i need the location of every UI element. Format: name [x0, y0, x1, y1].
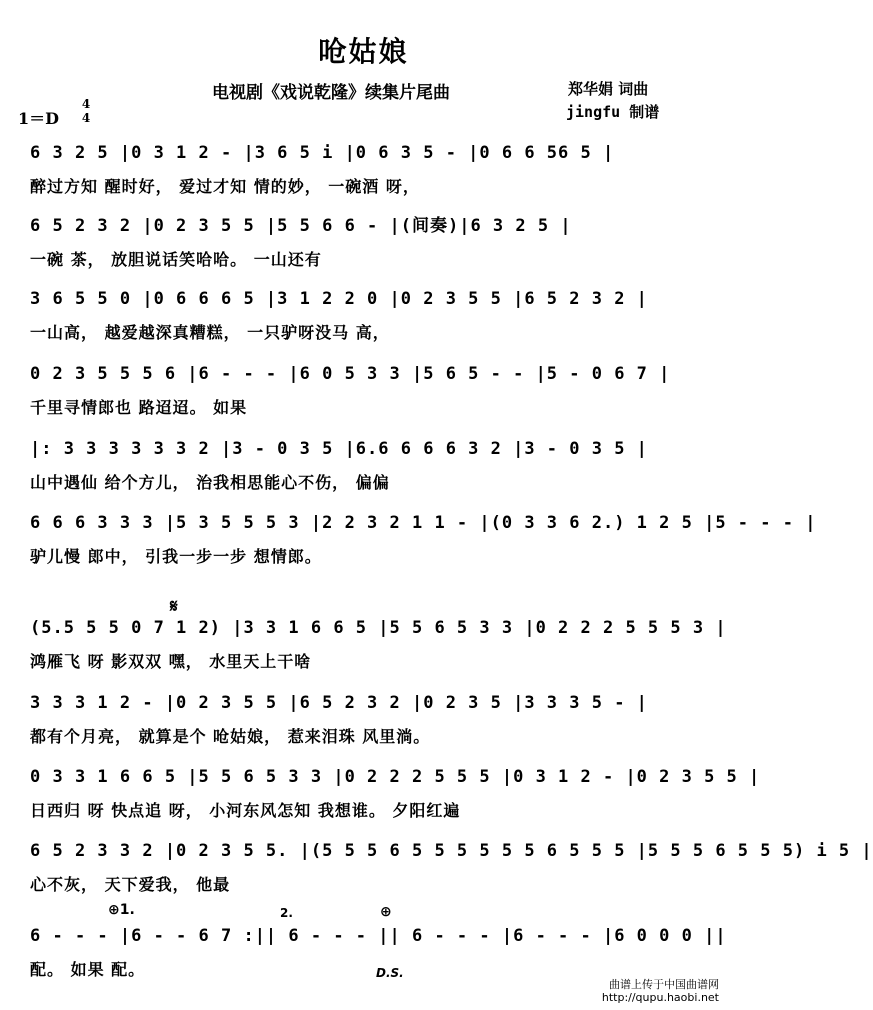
lyrics-line: 一山高， 越爱越深真糟糕， 一只驴呀没马 高， [30, 323, 390, 342]
lyrics-line: 日西归 呀 快点追 呀， 小河东风怎知 我想谁。 夕阳红遍 [30, 801, 461, 820]
time-bottom: 4 [81, 111, 91, 125]
notation-line: 3 3 3 1 2 - |0 2 3 5 5 |6 5 2 3 2 |0 2 3 5 |3 3 3 5 - | [30, 693, 648, 713]
segno-mark: 𝄋 [170, 596, 178, 617]
notation-line: (5.5 5 5 0 7 1 2) |3 3 1 6 6 5 |5 5 6 5 3 3 |0 2 2 2 5 5 5 3 | [30, 618, 727, 638]
notation-line: 6 5 2 3 3 2 |0 2 3 5 5. |(5 5 5 6 5 5 5 5 5 5 6 5 5 5 |5 5 5 6 5 5 5) i 5 | [30, 841, 873, 861]
notation-line: 6 6 6 3 3 3 |5 3 5 5 5 3 |2 2 3 2 1 1 - |(0 3 3 6 2.) 1 2 5 |5 - - - | [30, 513, 817, 533]
volta-2: 2. [280, 906, 293, 920]
notation-line: 0 3 3 1 6 6 5 |5 5 6 5 3 3 |0 2 2 2 5 5 5 |0 3 1 2 - |0 2 3 5 5 | [30, 767, 761, 787]
subtitle: 电视剧《戏说乾隆》续集片尾曲 [212, 83, 450, 103]
footer-line-1: 曲谱上传于中国曲谱网 [609, 978, 719, 991]
key-signature: 1＝D [18, 109, 60, 128]
notation-line: 6 3 2 5 |0 3 1 2 - |3 6 5 i |0 6 3 5 - |0 6 6 56 5 | [30, 143, 615, 163]
notation-line: 6 5 2 3 2 |0 2 3 5 5 |5 5 6 6 - |(间奏)|6 3 2 5 | [30, 216, 572, 236]
lyrics-line: 山中遇仙 给个方儿， 治我相思能心不伤， 偏偏 [30, 473, 390, 492]
lyrics-line: 都有个月亮， 就算是个 呛姑娘， 惹来泪珠 风里淌。 [30, 727, 431, 746]
notation-line: 3 6 5 5 0 |0 6 6 6 5 |3 1 2 2 0 |0 2 3 5 5 |6 5 2 3 2 | [30, 289, 648, 309]
lyrics-line: 鸿雁飞 呀 影双双 嘿， 水里天上干啥 [30, 652, 312, 671]
ds-mark: D.S. [376, 966, 404, 980]
lyrics-line: 千里寻情郎也 路迢迢。 如果 [30, 398, 248, 417]
notation-line: 6 - - - |6 - - 6 7 :|| 6 - - - || 6 - - - |6 - - - |6 0 0 0 || [30, 926, 727, 946]
lyrics-line: 心不灰， 天下爱我， 他最 [30, 875, 231, 894]
scorer-credit: jingfu 制谱 [566, 103, 660, 121]
time-signature [80, 97, 92, 125]
lyrics-line: 醉过方知 醒时好， 爱过才知 情的妙， 一碗酒 呀， [30, 177, 420, 196]
time-top: 4 [81, 97, 91, 111]
coda-volta-1: ⊕1. [108, 902, 135, 918]
notation-line: 0 2 3 5 5 5 6 |6 - - - |6 0 5 3 3 |5 6 5 - - |5 - 0 6 7 | [30, 364, 671, 384]
lyrics-line: 配。 如果 配。 [30, 960, 146, 979]
lyrics-line: 一碗 茶， 放胆说话笑哈哈。 一山还有 [30, 250, 322, 269]
lyrics-line: 驴儿慢 郎中， 引我一步一步 想情郎。 [30, 547, 322, 566]
footer-watermark [602, 978, 719, 1004]
coda-mark: ⊕ [380, 904, 392, 920]
title: 呛姑娘 [318, 35, 409, 68]
notation-line: |: 3 3 3 3 3 3 2 |3 - 0 3 5 |6.6 6 6 6 3 2 |3 - 0 3 5 | [30, 439, 648, 459]
composer-credit: 郑华娟 词曲 [568, 80, 649, 98]
footer-line-2: http://qupu.haobi.net [601, 991, 719, 1004]
